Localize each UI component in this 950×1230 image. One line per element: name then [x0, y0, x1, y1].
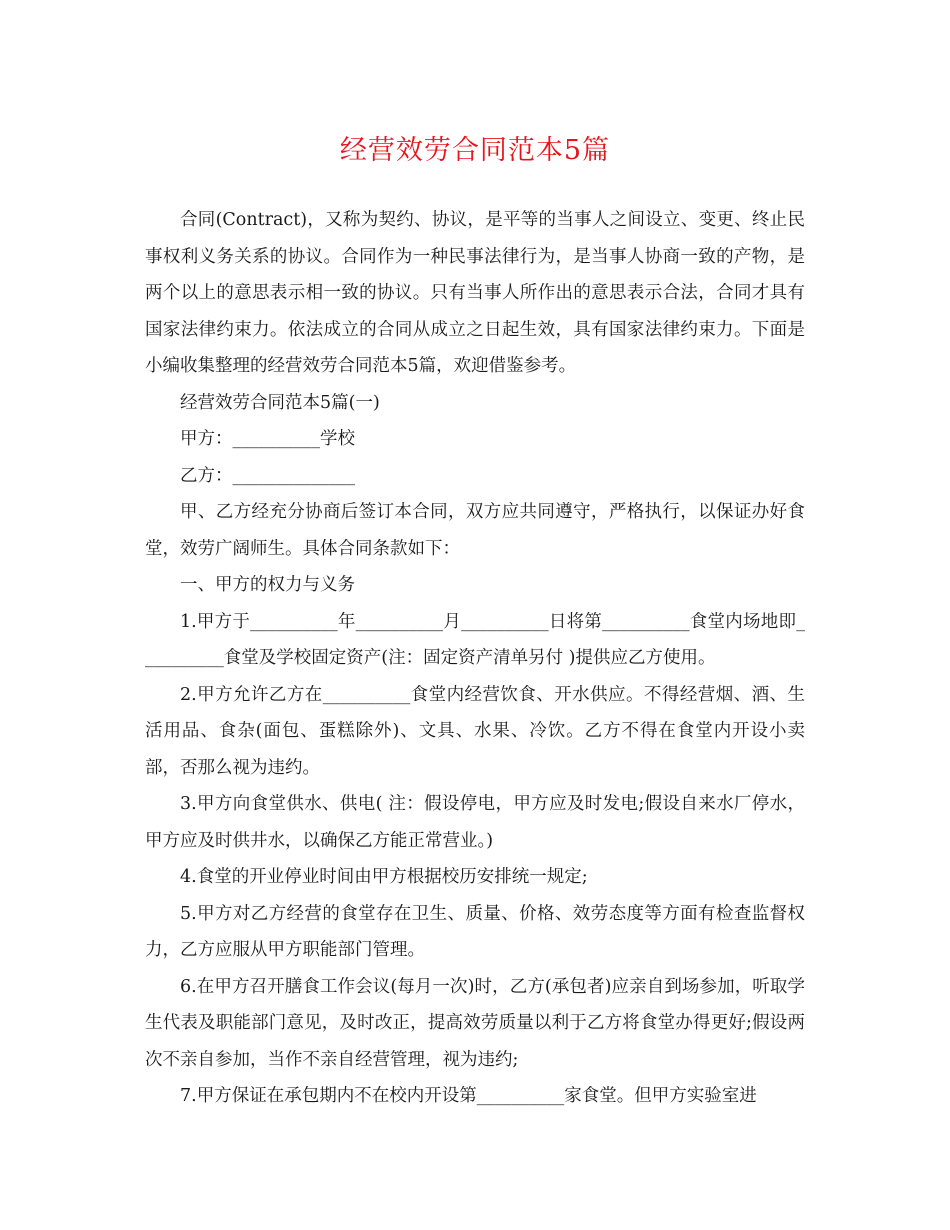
- paragraph-party-a: 甲方：__________学校: [180, 429, 355, 449]
- paragraph-preamble: 甲、乙方经充分协商后签订本合同，双方应共同遵守，严格执行，以保证办好食堂，效劳广阔师生。具体合同条款如下：: [145, 502, 805, 559]
- document-title: 经营效劳合同范本5篇: [339, 135, 611, 166]
- paragraph-clause-4: 4.食堂的开业停业时间由甲方根据校历安排统一规定;: [180, 867, 588, 887]
- paragraph-clause-5: 5.甲方对乙方经营的食堂存在卫生、质量、价格、效劳态度等方面有检查监督权力，乙方应服从甲方职能部门管理。: [145, 903, 805, 960]
- paragraph-party-b: 乙方：______________: [180, 465, 355, 486]
- document-body: [145, 202, 805, 1115]
- paragraph-rights-heading: 一、甲方的权力与义务: [180, 575, 355, 595]
- paragraph-section-heading: 经营效劳合同范本5篇(一): [180, 392, 380, 413]
- paragraph-clause-1: 1.甲方于__________年__________月__________日将第__________食堂内场地即__________食堂及学校固定资产(注：固定资产清单另付 )提供应乙方使用。: [145, 611, 805, 668]
- paragraph-clause-3: 3.甲方向食堂供水、供电( 注：假设停电，甲方应及时发电;假设自来水厂停水，甲方应及时供井水，以确保乙方能正常营业。): [145, 794, 805, 851]
- paragraph-clause-7: 7.甲方保证在承包期内不在校内开设第__________家食堂。但甲方实验室进: [180, 1086, 757, 1106]
- paragraph-clause-2: 2.甲方允许乙方在__________食堂内经营饮食、开水供应。不得经营烟、酒、生活用品、食杂(面包、蛋糕除外)、文具、水果、冷饮。乙方不得在食堂内开设小卖部，否那么视为违约。: [145, 684, 805, 778]
- paragraph-intro: 合同(Contract)，又称为契约、协议，是平等的当事人之间设立、变更、终止民事权利义务关系的协议。合同作为一种民事法律行为，是当事人协商一致的产物，是两个以上的意思表示相一致的协议。只有当事人所作出的意思表示合法，合同才具有国家法律约束力。依法成立的合同从成立之日起生效，具有国家法律约束力。下面是小编收集整理的经营效劳合同范本5篇，欢迎借鉴参考。: [145, 210, 805, 376]
- paragraph-clause-6: 6.在甲方召开膳食工作会议(每月一次)时，乙方(承包者)应亲自到场参加，听取学生代表及职能部门意见，及时改正，提高效劳质量以利于乙方将食堂办得更好;假设两次不亲自参加，当作不亲自经营管理，视为违约;: [145, 976, 805, 1070]
